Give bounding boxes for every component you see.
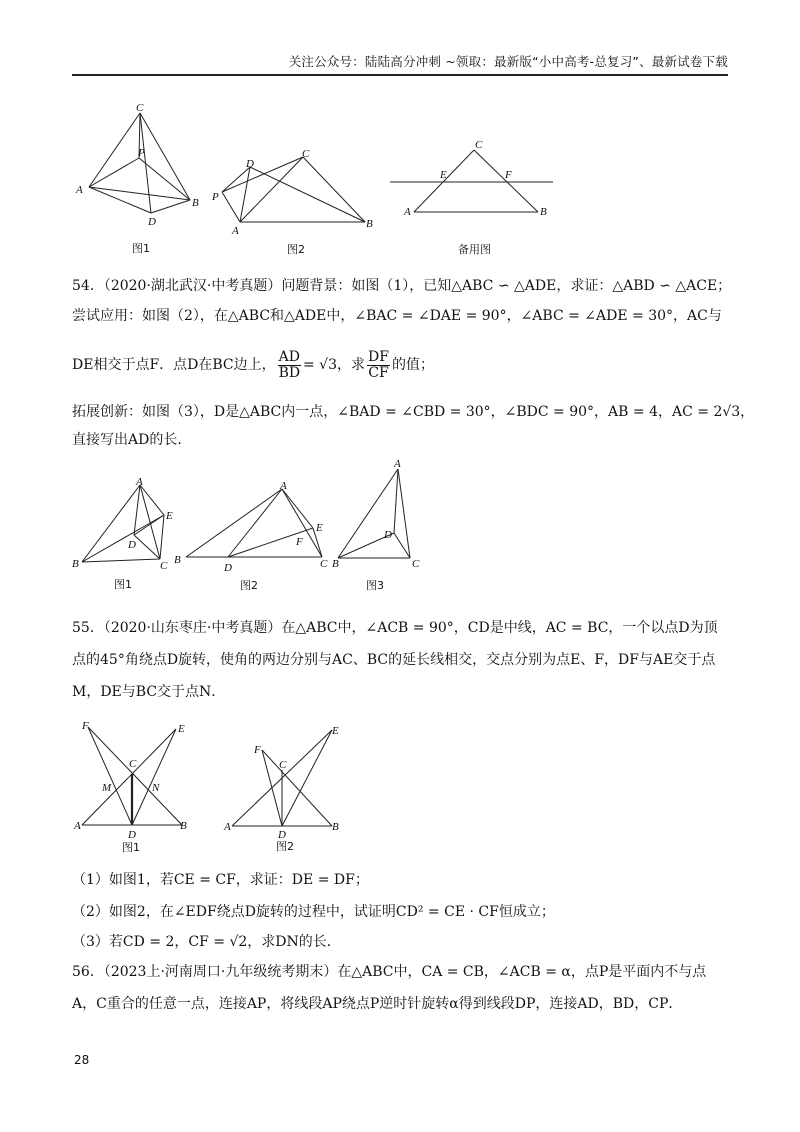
- label-e: E: [178, 723, 185, 735]
- figure-caption: 图2: [240, 579, 258, 592]
- label-a: A: [232, 225, 239, 237]
- label-c: C: [129, 758, 137, 770]
- fraction-ad-bd: [278, 350, 301, 381]
- label-b: B: [540, 206, 547, 218]
- label-a: A: [394, 458, 401, 470]
- label-a: A: [280, 480, 287, 492]
- label-b: B: [192, 197, 199, 209]
- label-d: D: [128, 829, 136, 841]
- label-c: C: [160, 560, 168, 572]
- label-a: A: [136, 476, 143, 488]
- figure-caption: 图3: [366, 579, 384, 592]
- figure-mid-1: [72, 475, 182, 599]
- figure-caption: 图1: [114, 578, 132, 591]
- q54-line5: 直接写出AD的长．: [72, 432, 192, 448]
- figure-top-backup: [390, 140, 560, 264]
- label-d: D: [148, 216, 156, 228]
- label-a: A: [76, 184, 83, 196]
- page-header: 关注公众号：陆陆高分冲刺 ~领取：最新版“小中高考-总复习”、最新试卷下载: [72, 52, 728, 76]
- q55-line2: 点的45°角绕点D旋转，使角的两边分别与AC、BC的延长线相交，交点分别为点E、F，DF与AE交于点: [72, 652, 716, 668]
- label-c: C: [412, 558, 420, 570]
- q54-line1: 54．（2020·湖北武汉·中考真题）问题背景：如图（1），已知△ABC ∽ △ADE，求证：△ABD ∽ △ACE；: [72, 278, 732, 294]
- label-f: F: [254, 744, 261, 756]
- label-e: E: [316, 522, 323, 534]
- label-b: B: [180, 820, 187, 832]
- figure-caption: 图2: [276, 840, 294, 853]
- figure-top-2: [210, 145, 375, 264]
- label-e: E: [332, 725, 339, 737]
- label-p: P: [212, 191, 219, 203]
- q55-sub1: （1）如图1，若CE = CF，求证：DE = DF；: [72, 872, 369, 888]
- figure-top-1: [72, 100, 202, 264]
- label-a: A: [74, 820, 81, 832]
- figure-mid-3: [332, 455, 442, 599]
- label-f: F: [82, 720, 89, 732]
- fraction-df-cf: [367, 350, 390, 381]
- label-e: E: [440, 169, 447, 181]
- q54-line3-b: = √3，求: [303, 357, 366, 373]
- figure-q55-1: [72, 715, 202, 859]
- frac-num: DF: [368, 348, 389, 365]
- q54-line4: 拓展创新：如图（3），D是△ABC内一点，∠BAD = ∠CBD = 30°，∠BDC = 90°，AB = 4，AC = 2√3，: [72, 404, 755, 420]
- q55-sub3: （3）若CD = 2，CF = √2，求DN的长．: [72, 934, 341, 950]
- label-n: N: [152, 782, 160, 794]
- figure-mid-2: [172, 477, 337, 601]
- label-d: D: [246, 158, 254, 170]
- frac-den: CF: [368, 364, 389, 381]
- label-c: C: [475, 139, 483, 151]
- figure-caption: 图1: [132, 242, 150, 255]
- label-b: B: [332, 821, 339, 833]
- label-c: C: [136, 102, 144, 114]
- label-a: A: [404, 206, 411, 218]
- label-b: B: [72, 558, 79, 570]
- q55-line3: M，DE与BC交于点N．: [72, 684, 226, 700]
- figure-caption: 图2: [287, 243, 305, 256]
- label-a: A: [224, 821, 231, 833]
- label-d: D: [128, 539, 136, 551]
- label-d: D: [278, 829, 286, 841]
- label-f: F: [296, 536, 303, 548]
- label-d: D: [384, 529, 392, 541]
- q54-line3-a: DE相交于点F．点D在BC边上，: [72, 357, 276, 373]
- figure-q55-2: [222, 720, 352, 859]
- label-c: C: [279, 759, 287, 771]
- label-b: B: [332, 558, 339, 570]
- q56-line1: 56．（2023上·河南周口·九年级统考期末）在△ABC中，CA = CB，∠ACB = α，点P是平面内不与点: [72, 964, 707, 980]
- label-b: B: [174, 554, 181, 566]
- label-e: E: [166, 510, 173, 522]
- label-p: P: [138, 147, 145, 159]
- page-number: 28: [74, 1053, 90, 1067]
- frac-den: BD: [278, 364, 301, 381]
- figure-caption: 图1: [122, 841, 140, 854]
- label-b: B: [366, 218, 373, 230]
- label-c: C: [302, 148, 310, 160]
- label-d: D: [224, 562, 232, 574]
- q56-line2: A，C重合的任意一点，连接AP，将线段AP绕点P逆时针旋转α得到线段DP，连接AD，BD，CP．: [72, 996, 683, 1012]
- figure-caption: 备用图: [458, 243, 491, 256]
- label-c: C: [320, 558, 328, 570]
- q54-line2: 尝试应用：如图（2），在△ABC和△ADE中，∠BAC = ∠DAE = 90°，∠ABC = ∠ADE = 30°，AC与: [72, 308, 722, 324]
- label-m: M: [102, 782, 112, 794]
- q55-line1: 55．（2020·山东枣庄·中考真题）在△ABC中，∠ACB = 90°，CD是中线，AC = BC，一个以点D为顶: [72, 620, 718, 636]
- q54-line3-c: 的值；: [391, 357, 434, 373]
- label-f: F: [505, 169, 512, 181]
- q54-line3: [72, 345, 734, 385]
- frac-num: AD: [278, 348, 300, 365]
- q55-sub2: （2）如图2，在∠EDF绕点D旋转的过程中，试证明CD² = CE · CF恒成立；: [72, 904, 555, 920]
